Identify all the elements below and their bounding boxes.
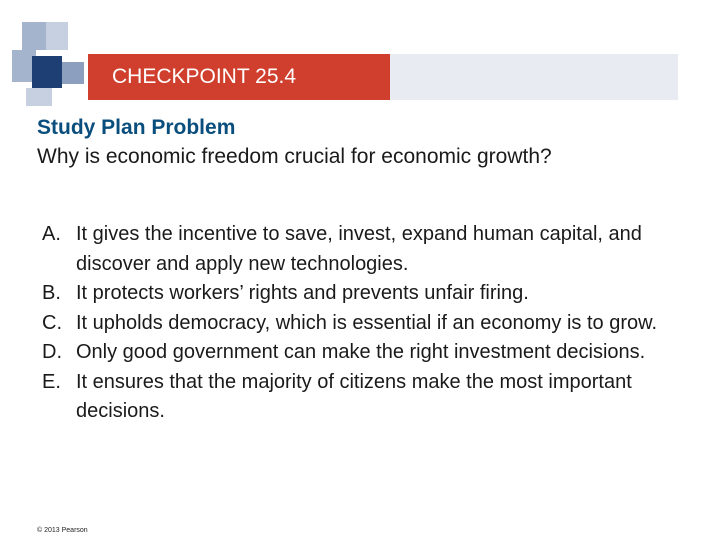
option-letter: A. [42,223,61,245]
copyright-notice: © 2013 Pearson [37,527,88,534]
answer-option-d[interactable] [42,338,682,368]
answer-option-e[interactable] [42,368,682,427]
option-text: It gives the incentive to save, invest, expand human capital, and discover and apply new technologies. [76,223,642,275]
option-letter: E. [42,370,61,393]
option-letter: D. [42,341,62,363]
study-plan-label: Study Plan Problem [37,116,236,139]
option-text: It ensures that the majority of citizens make the most important decisions. [76,370,632,422]
option-letter: C. [42,311,62,334]
logo-square-light [46,22,68,50]
answer-option-c[interactable] [42,309,682,339]
question-text: Why is economic freedom crucial for economic growth? [37,145,552,168]
option-letter: B. [42,282,61,304]
answer-option-b[interactable] [42,279,682,309]
logo-square-light [62,62,84,84]
option-text: It protects workers’ rights and prevents unfair firing. [76,282,529,304]
checkpoint-title: CHECKPOINT 25.4 [112,65,297,88]
option-text: It upholds democracy, which is essential if an economy is to grow. [76,311,658,334]
answer-option-a[interactable] [42,220,682,279]
logo-square-dark [32,56,62,88]
option-text: Only good government can make the right investment decisions. [76,341,646,363]
answer-options [42,220,682,427]
logo-square-light [26,88,52,106]
